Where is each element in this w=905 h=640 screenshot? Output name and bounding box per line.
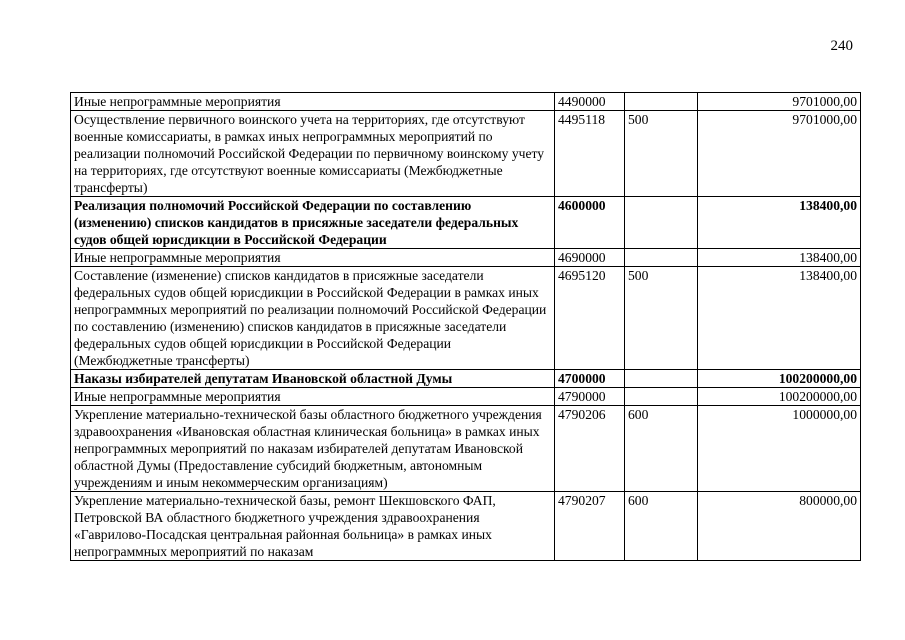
row-sum-cell: 9701000,00 xyxy=(698,111,861,197)
page-number: 240 xyxy=(830,38,853,54)
row-name-cell: Укрепление материально-технической базы, ремонт Шекшовского ФАП, Петровской ВА областного бюджетного учреждения здравоохранения «Гаврилово-Посадская центральная районная больница» в рамках иных непрограммных мероприятий по наказам xyxy=(71,492,555,561)
row-csr-cell: 4490000 xyxy=(555,93,625,111)
row-csr-cell: 4695120 xyxy=(555,267,625,370)
row-sum-cell: 100200000,00 xyxy=(698,388,861,406)
row-csr-cell: 4495118 xyxy=(555,111,625,197)
row-vr-cell: 600 xyxy=(625,406,698,492)
table-row xyxy=(71,249,861,267)
row-name-cell: Составление (изменение) списков кандидатов в присяжные заседатели федеральных судов общей юрисдикции в Российской Федерации в рамках иных непрограммных мероприятий по реализации полномочий Российской Федерации по составлению (изменению) списков кандидатов в присяжные заседатели федеральных судов общей юрисдикции в Российской Федерации (Межбюджетные трансферты) xyxy=(71,267,555,370)
row-name-cell: Наказы избирателей депутатам Ивановской областной Думы xyxy=(71,370,555,388)
row-name-cell: Укрепление материально-технической базы областного бюджетного учреждения здравоохранения «Ивановская областная клиническая больница» в рамках иных непрограммных мероприятий по наказам избирателей депутатам Ивановской областной Думы (Предоставление субсидий бюджетным, автономным учреждениям и иным некоммерческим организациям) xyxy=(71,406,555,492)
table-row xyxy=(71,197,861,249)
budget-table xyxy=(70,92,861,561)
row-csr-cell: 4790000 xyxy=(555,388,625,406)
table-row xyxy=(71,93,861,111)
row-sum-cell: 9701000,00 xyxy=(698,93,861,111)
table-row xyxy=(71,492,861,561)
row-vr-cell xyxy=(625,370,698,388)
row-sum-cell: 138400,00 xyxy=(698,197,861,249)
row-name-cell: Осуществление первичного воинского учета на территориях, где отсутствуют военные комиссариаты, в рамках иных непрограммных мероприятий по реализации полномочий Российской Федерации по первичному воинскому учету на территориях, где отсутствуют военные комиссариаты (Межбюджетные трансферты) xyxy=(71,111,555,197)
row-sum-cell: 1000000,00 xyxy=(698,406,861,492)
table-row xyxy=(71,370,861,388)
row-name-cell: Иные непрограммные мероприятия xyxy=(71,249,555,267)
row-vr-cell xyxy=(625,197,698,249)
row-name-cell: Иные непрограммные мероприятия xyxy=(71,93,555,111)
row-name-cell: Реализация полномочий Российской Федерации по составлению (изменению) списков кандидатов в присяжные заседатели федеральных судов общей юрисдикции в Российской Федерации xyxy=(71,197,555,249)
row-sum-cell: 138400,00 xyxy=(698,249,861,267)
row-csr-cell: 4600000 xyxy=(555,197,625,249)
table-row xyxy=(71,406,861,492)
row-sum-cell: 100200000,00 xyxy=(698,370,861,388)
row-vr-cell xyxy=(625,93,698,111)
row-csr-cell: 4790206 xyxy=(555,406,625,492)
row-name-cell: Иные непрограммные мероприятия xyxy=(71,388,555,406)
row-csr-cell: 4690000 xyxy=(555,249,625,267)
table-row xyxy=(71,388,861,406)
row-vr-cell: 500 xyxy=(625,267,698,370)
table-row xyxy=(71,267,861,370)
row-csr-cell: 4700000 xyxy=(555,370,625,388)
row-sum-cell: 138400,00 xyxy=(698,267,861,370)
row-sum-cell: 800000,00 xyxy=(698,492,861,561)
table-row xyxy=(71,111,861,197)
row-vr-cell xyxy=(625,388,698,406)
row-vr-cell: 600 xyxy=(625,492,698,561)
row-vr-cell xyxy=(625,249,698,267)
budget-table-body xyxy=(71,93,861,561)
row-vr-cell: 500 xyxy=(625,111,698,197)
row-csr-cell: 4790207 xyxy=(555,492,625,561)
